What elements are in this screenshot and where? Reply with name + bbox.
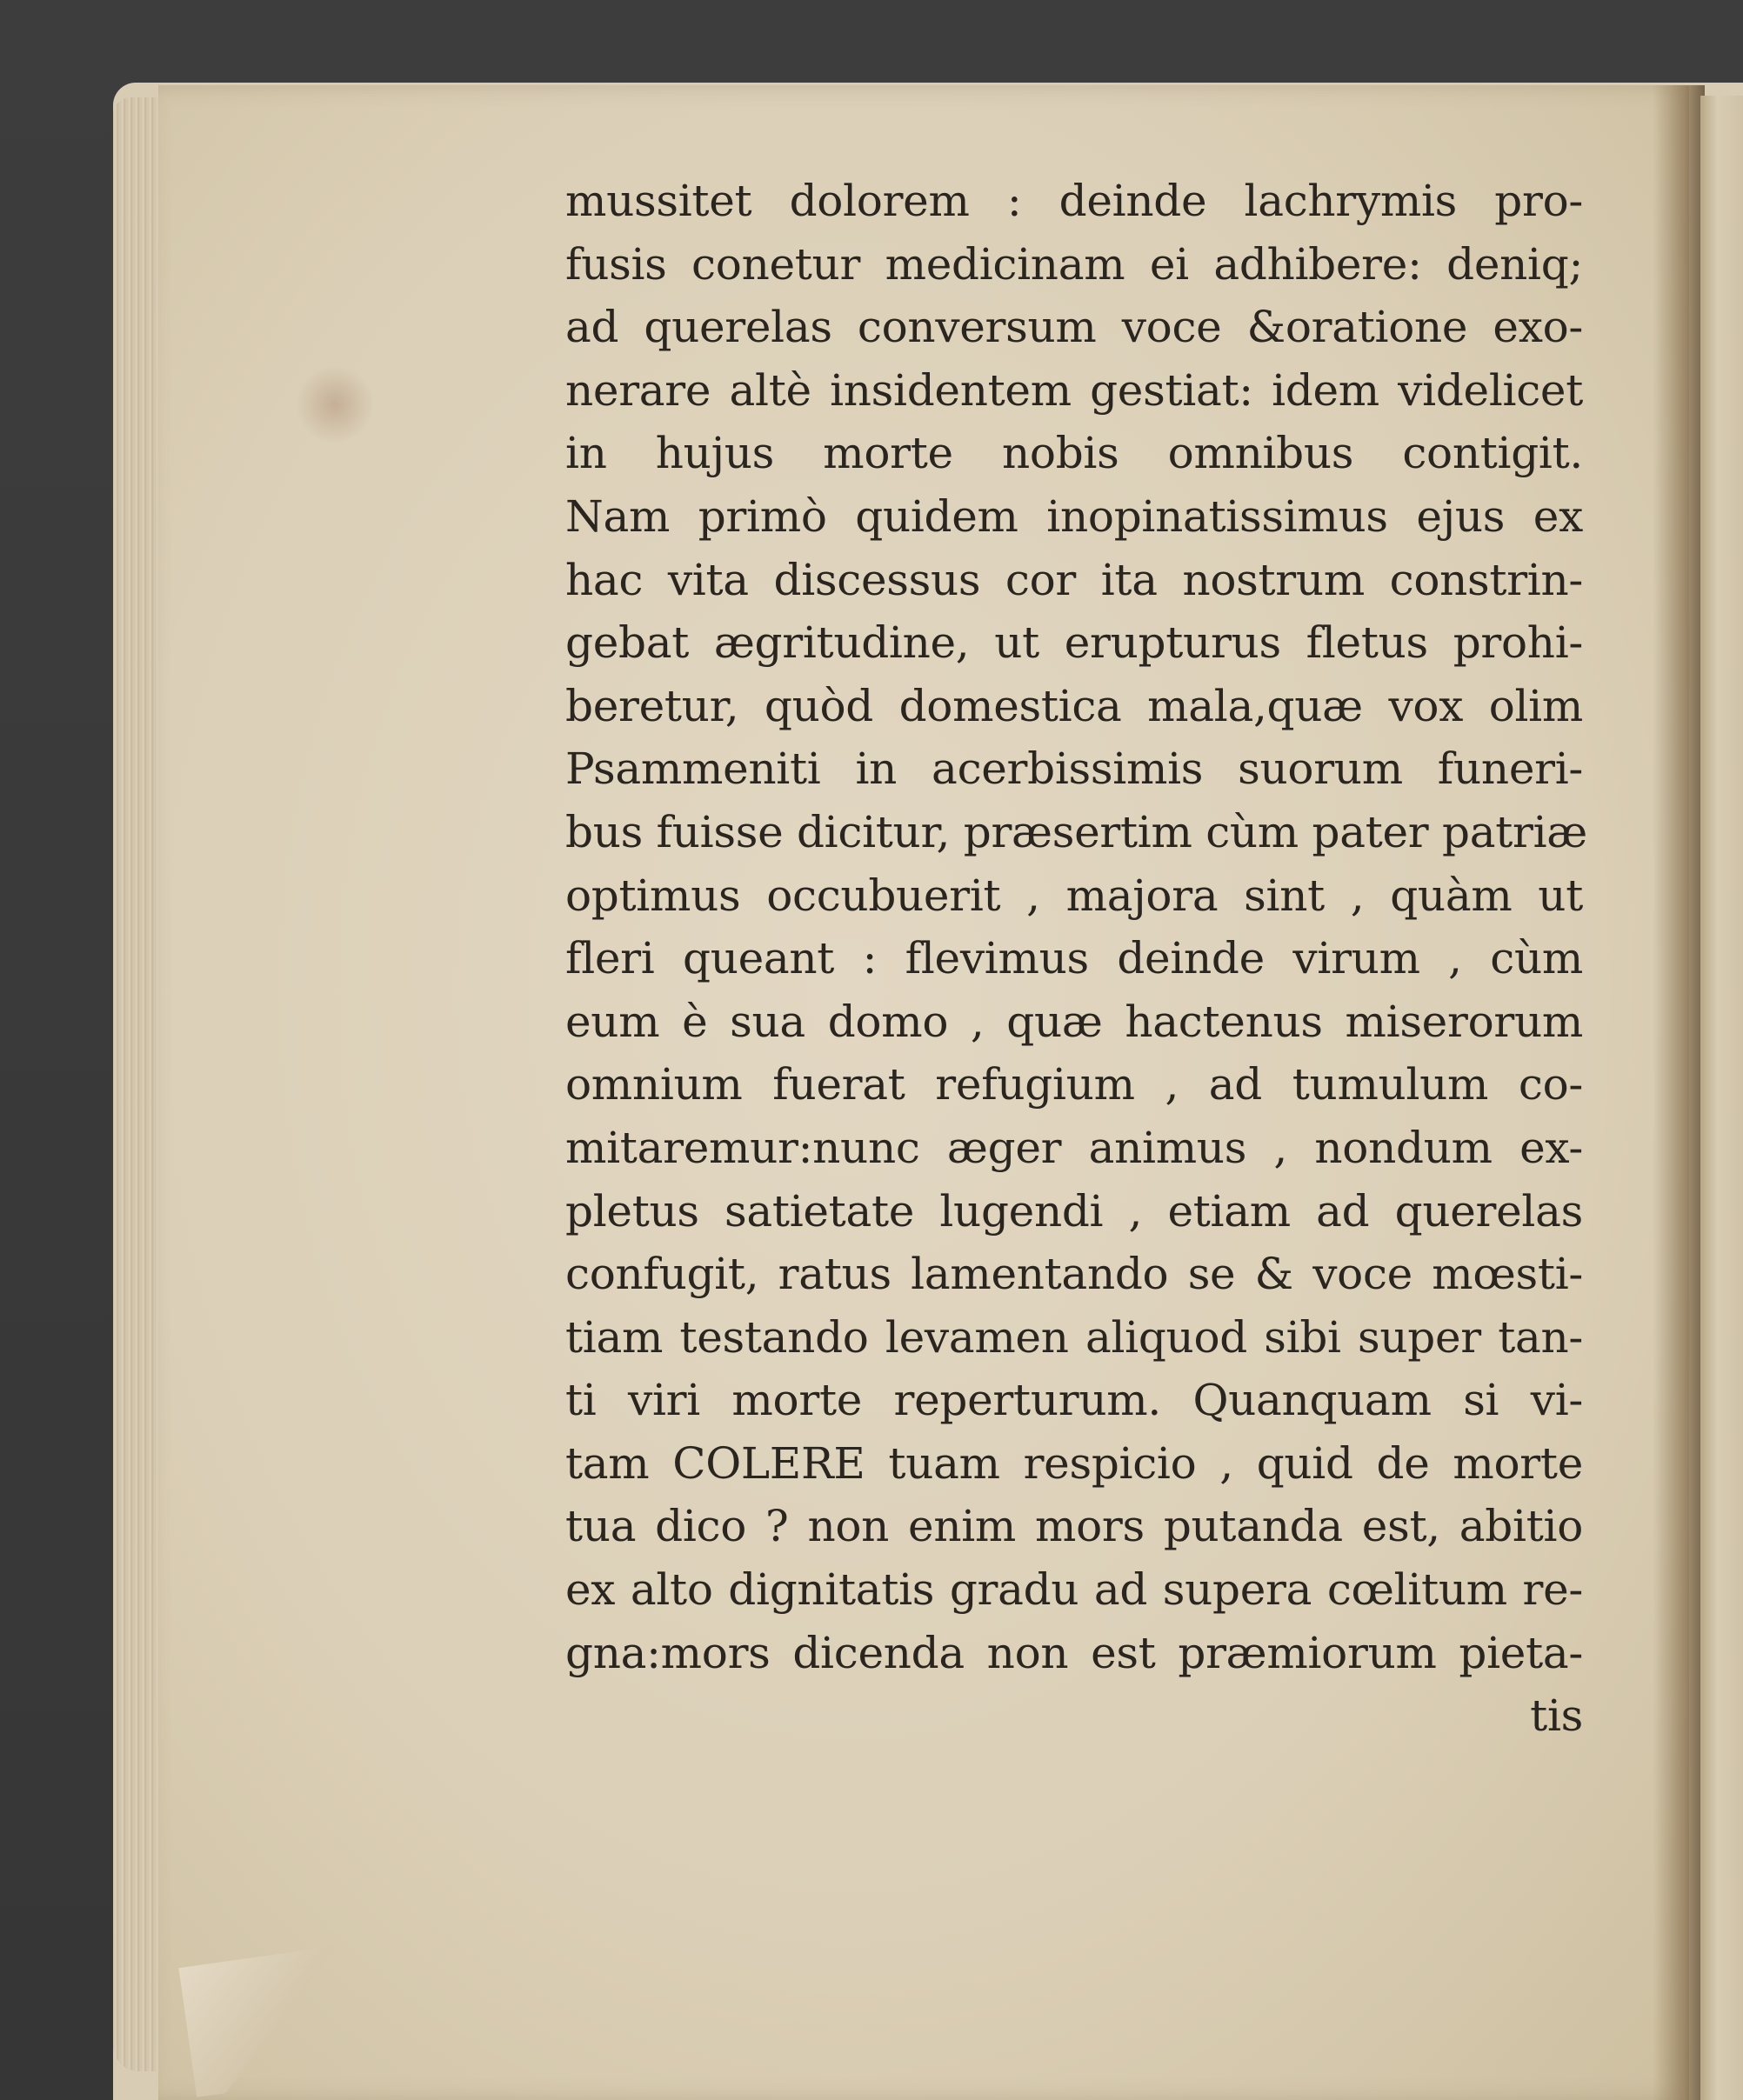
text-line: mussitet dolorem : deinde lachrymis pro- xyxy=(565,176,1583,226)
text-line: ti viri morte reperturum. Quanquam si vi- xyxy=(565,1375,1583,1426)
text-line: fusis conetur medicinam ei adhibere: deniq; xyxy=(565,238,1583,290)
text-line: bus fuisse dicitur, præsertim cùm pater patriæ xyxy=(565,806,1587,857)
catchword: tis xyxy=(1530,1690,1583,1742)
text-line: in hujus morte nobis omnibus contigit. xyxy=(565,428,1583,479)
text-line: beretur, quòd domestica mala,quæ vox olim xyxy=(565,680,1583,731)
text-line: fleri queant : flevimus deinde virum , cùm xyxy=(565,933,1583,984)
text-line: omnium fuerat refugium , ad tumulum co- xyxy=(565,1059,1583,1110)
text-line: optimus occubuerit , majora sint , quàm ut xyxy=(565,870,1583,921)
text-line: mitaremur:nunc æger animus , nondum ex- xyxy=(565,1122,1583,1173)
text-line: pletus satietate lugendi , etiam ad querelas xyxy=(565,1185,1583,1237)
text-line: Nam primò quidem inopinatissimus ejus ex xyxy=(565,490,1583,542)
text-line: gebat ægritudine, ut erupturus fletus prohi- xyxy=(565,617,1583,669)
text-line: hac vita discessus cor ita nostrum constrin- xyxy=(565,554,1583,605)
text-line: gna:mors dicenda non est præmiorum pieta- xyxy=(565,1627,1583,1678)
gutter-shadow xyxy=(1653,85,1705,2100)
text-line: ex alto dignitatis gradu ad supera cœlitum re- xyxy=(565,1564,1583,1616)
folded-corner xyxy=(178,1946,351,2097)
text-line: ad querelas conversum voce &oratione exo- xyxy=(565,302,1583,353)
text-line: confugit, ratus lamentando se & voce mœsti- xyxy=(565,1249,1583,1300)
facing-page-edge xyxy=(1700,96,1743,2100)
text-line: tua dico ? non enim mors putanda est, abitio xyxy=(565,1501,1583,1552)
text-line: Psammeniti in acerbissimis suorum funeri- xyxy=(565,743,1583,795)
page-edges xyxy=(113,97,165,2071)
text-line: tiam testando levamen aliquod sibi super tan- xyxy=(565,1311,1583,1363)
paper-stain xyxy=(296,365,374,443)
body-text xyxy=(565,170,1587,1748)
text-line: eum è sua domo , quæ hactenus miserorum xyxy=(565,996,1583,1047)
text-line: nerare altè insidentem gestiat: idem videlicet xyxy=(565,364,1583,416)
text-line: tam COLERE tuam respicio , quid de morte xyxy=(565,1437,1583,1489)
